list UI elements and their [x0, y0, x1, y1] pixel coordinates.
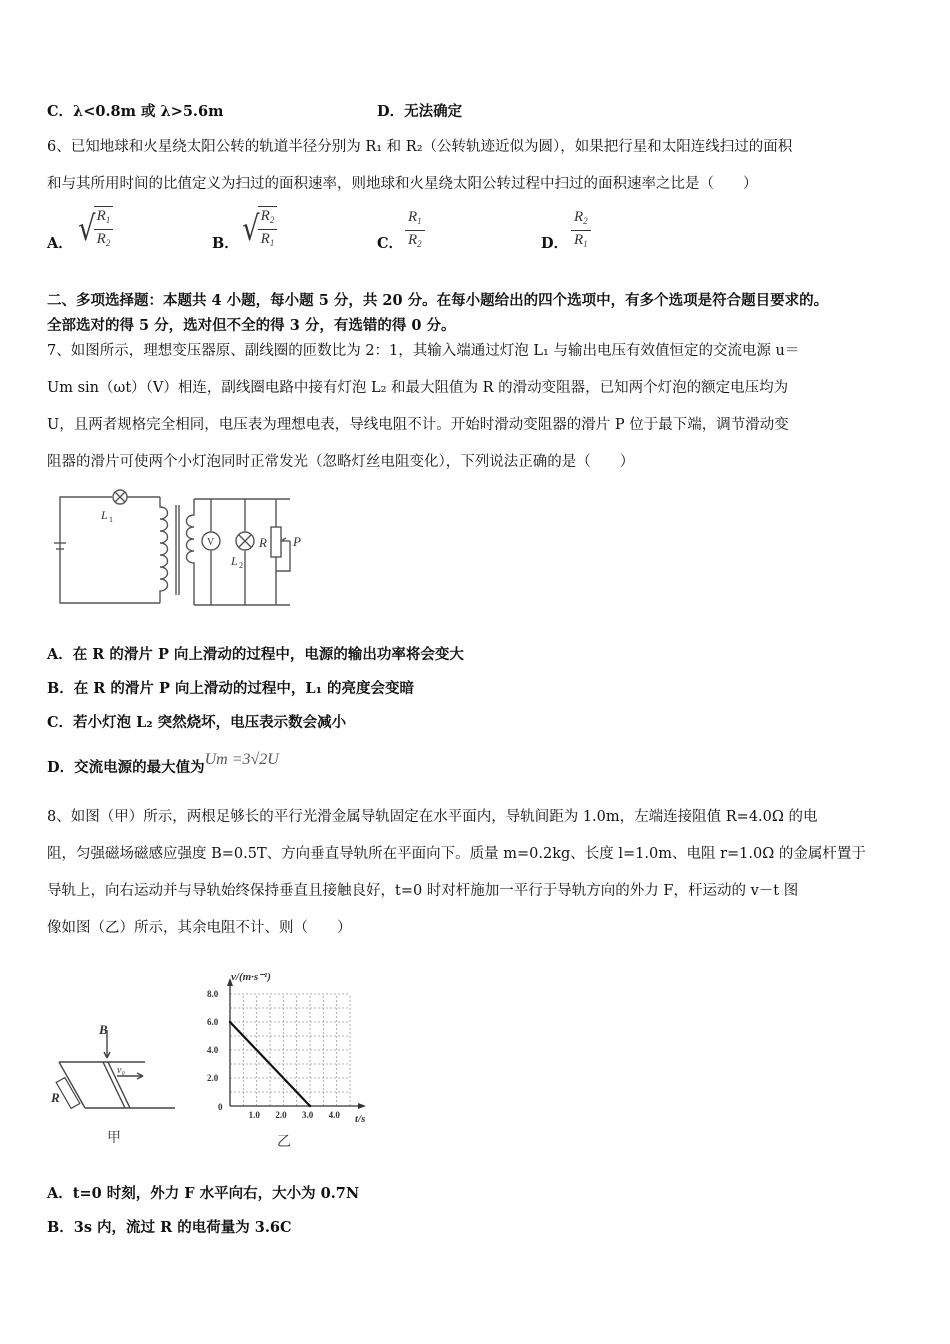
- q8-vt-chart-yi: [195, 960, 390, 1155]
- y-tick-label: 2.0: [207, 1073, 219, 1083]
- q6-option-d-formula[interactable]: $\frac{R_2}{R_1}$: [571, 208, 591, 253]
- y-tick-label: 6.0: [207, 1017, 219, 1027]
- x-axis-arrow: [358, 1103, 366, 1109]
- q8-stem-line-3: 导轨上，向右运动并与导轨始终保持垂直且接触良好，t=0 时对杆施加一平行于导轨方向的外力 F，杆运动的 v－t 图: [47, 883, 799, 899]
- sqrt-symbol: √: [78, 209, 96, 249]
- q7-option-d[interactable]: [47, 751, 279, 778]
- label-l2: L: [231, 554, 238, 568]
- q7-option-b[interactable]: B．在 R 的滑片 P 向上滑动的过程中，L₁ 的亮度会变暗: [47, 680, 414, 697]
- label-l1-sub: 1: [109, 515, 113, 524]
- y-tick-label: 8.0: [207, 989, 219, 999]
- x-tick-label: 3.0: [302, 1110, 314, 1120]
- data-point: [309, 1105, 311, 1107]
- q6-stem-line-1: 6、已知地球和火星绕太阳公转的轨道半径分别为 R₁ 和 R₂（公转轨迹近似为圆），如果把行星和太阳连线扫过的面积: [47, 139, 793, 155]
- label-r-jia: R: [51, 1090, 60, 1105]
- q7-stem-line-1: 7、如图所示，理想变压器原、副线圈的匝数比为 2：1，其输入端通过灯泡 L₁ 与输出电压有效值恒定的交流电源 u＝: [47, 343, 800, 359]
- q5-option-c[interactable]: C．λ<0.8m 或 λ>5.6m: [47, 103, 224, 120]
- chart-y-axis-label: v/(m·s⁻¹): [231, 971, 271, 983]
- section-2-heading-line-1: 二、多项选择题：本题共 4 小题，每小题 5 分，共 20 分。在每小题给出的四个选项中，有多个选项是符合题目要求的。: [47, 292, 829, 309]
- origin-label: 0: [218, 1102, 223, 1112]
- label-l2-sub: 2: [239, 561, 243, 570]
- q8-stem-line-1: 8、如图（甲）所示，两根足够长的平行光滑金属导轨固定在水平面内，导轨间距为 1.0m，左端连接阻值 R=4.0Ω 的电: [47, 809, 818, 825]
- q8-rail-figure-jia: [45, 1018, 185, 1148]
- q6-option-c-formula[interactable]: $\frac{R_1}{R_2}$: [405, 208, 425, 253]
- caption-yi: 乙: [277, 1135, 291, 1150]
- q6-option-d-label[interactable]: D．: [541, 235, 569, 252]
- q7-stem-line-3: U，且两者规格完全相同，电压表为理想电表，导线电阻不计。开始时滑动变阻器的滑片 P 位于最下端，调节滑动变: [47, 417, 789, 433]
- q6-stem-line-2: 和与其所用时间的比值定义为扫过的面积速率，则地球和火星绕太阳公转过程中扫过的面积速率之比是（ ）: [47, 176, 758, 192]
- section-2-heading-line-2: 全部选对的得 5 分，选对但不全的得 3 分，有选错的得 0 分。: [47, 317, 456, 334]
- q8-stem-line-4: 像如图（乙）所示，其余电阻不计、则（ ）: [47, 920, 352, 936]
- q7-transformer-circuit-diagram: [50, 485, 320, 610]
- chart-tick-labels: [207, 989, 340, 1120]
- q7-option-d-text: D．交流电源的最大值为: [47, 759, 205, 776]
- q7-option-d-formula: Um =3√2U: [204, 751, 279, 768]
- q7-option-c[interactable]: C．若小灯泡 L₂ 突然烧坏，电压表示数会减小: [47, 714, 347, 731]
- x-tick-label: 1.0: [248, 1110, 260, 1120]
- label-v0: v₀: [117, 1065, 125, 1076]
- x-tick-label: 2.0: [275, 1110, 287, 1120]
- label-l1: L: [101, 508, 108, 522]
- q6-option-c-label[interactable]: C．: [377, 235, 404, 252]
- x-tick-label: 4.0: [328, 1110, 340, 1120]
- q7-stem-line-2: Um sin（ωt）（V）相连，副线圈电路中接有灯泡 L₂ 和最大阻值为 R 的滑动变阻器，已知两个灯泡的额定电压均为: [47, 380, 789, 396]
- data-point: [229, 1021, 231, 1023]
- q6-option-b-formula[interactable]: √ $\frac{R_2}{R_1}$: [240, 206, 277, 252]
- q7-stem-line-4: 阻器的滑片可使两个小灯泡同时正常发光（忽略灯丝电阻变化），下列说法正确的是（ ）: [47, 454, 635, 470]
- chart-x-axis-label: t/s: [355, 1113, 366, 1125]
- q6-option-a-label[interactable]: A．: [47, 235, 73, 252]
- q8-stem-line-2: 阻，匀强磁场磁感应强度 B=0.5T、方向垂直导轨所在平面向下。质量 m=0.2kg、长度 l=1.0m、电阻 r=1.0Ω 的金属杆置于: [47, 846, 866, 862]
- voltmeter-label: V: [207, 537, 215, 548]
- chart-grid: [230, 994, 350, 1106]
- q6-option-b-label[interactable]: B．: [212, 235, 239, 252]
- caption-jia: 甲: [107, 1131, 121, 1146]
- q8-option-b[interactable]: B．3s 内，流过 R 的电荷量为 3.6C: [47, 1219, 292, 1236]
- q5-option-d[interactable]: D．无法确定: [377, 103, 463, 120]
- label-b: B: [99, 1022, 108, 1037]
- q6-option-a-formula[interactable]: √ $\frac{R_1}{R_2}$: [76, 206, 113, 252]
- sqrt-symbol: √: [242, 209, 260, 249]
- label-r: R: [259, 535, 267, 550]
- q7-option-a[interactable]: A．在 R 的滑片 P 向上滑动的过程中，电源的输出功率将会变大: [47, 646, 464, 663]
- y-tick-label: 4.0: [207, 1045, 219, 1055]
- q8-option-a[interactable]: A．t=0 时刻，外力 F 水平向右，大小为 0.7N: [47, 1185, 360, 1202]
- label-p: P: [293, 534, 301, 549]
